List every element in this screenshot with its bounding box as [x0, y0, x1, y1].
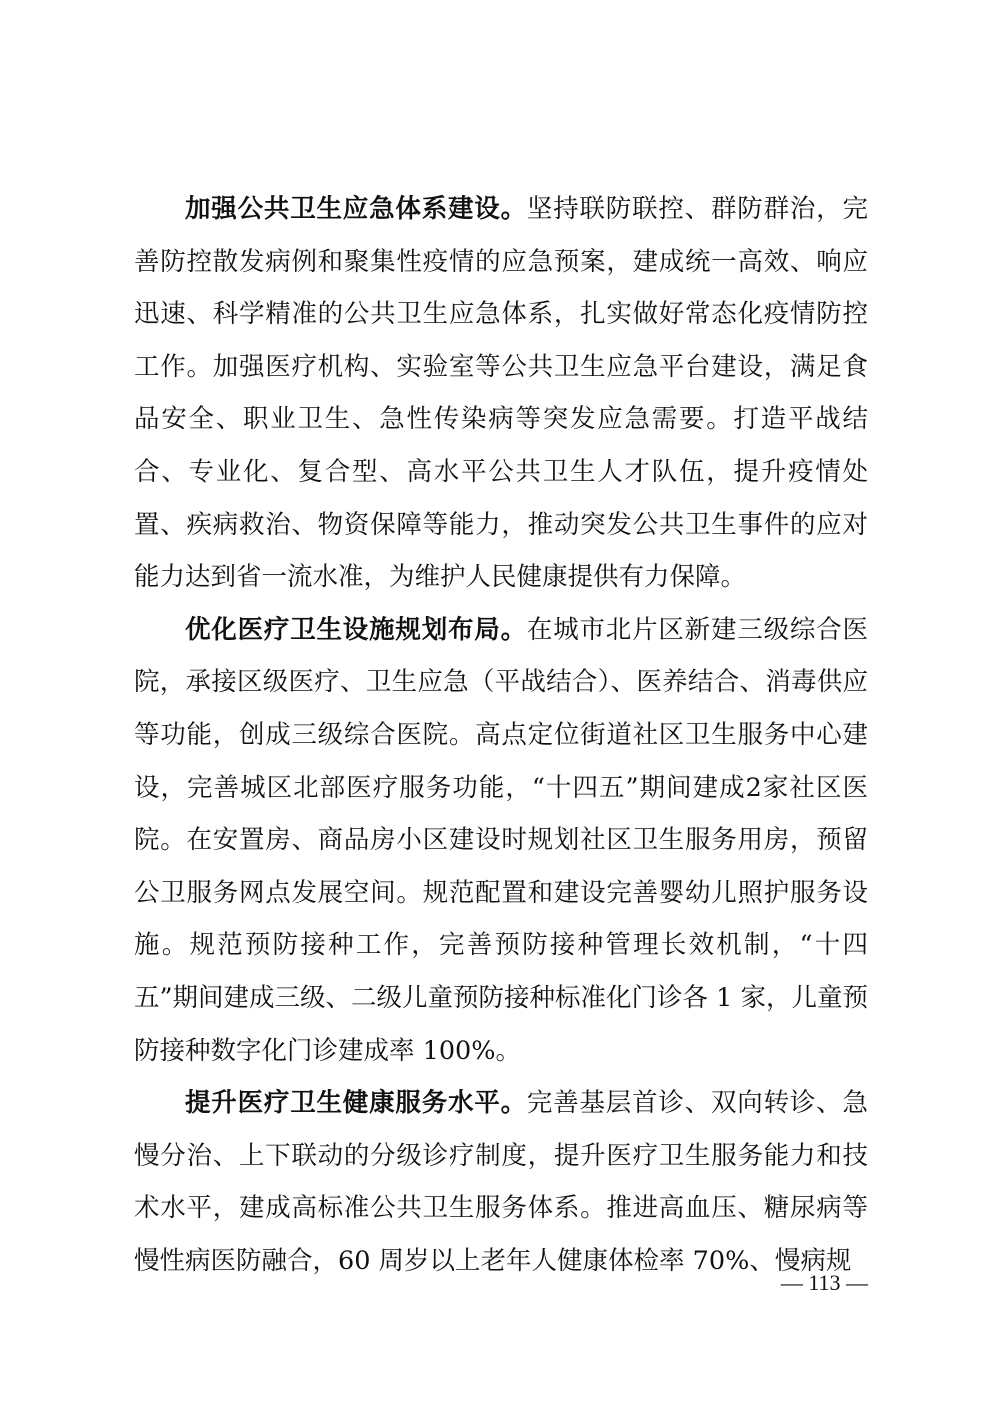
paragraph-body: 坚持联防联控、群防群治，完善防控散发病例和聚集性疫情的应急预案，建成统一高效、响应迅速、科学精准的公共卫生应急体系，扎实做好常态化疫情防控工作。加强医疗机构、实验室等公共卫生应急平台建设，满足食品安全、职业卫生、急性传染病等突发应急需要。打造平战结合、专业化、复合型、高水平公共卫生人才队伍，提升疫情处置、疾病救治、物资保障等能力，推动突发公共卫生事件的应对能力达到省一流水准，为维护人民健康提供有力保障。 [134, 194, 868, 593]
paragraph-heading: 提升医疗卫生健康服务水平。 [185, 1088, 527, 1119]
body-text [134, 183, 868, 1287]
paragraph-facility-layout [134, 604, 868, 1077]
paragraph-body: 在城市北片区新建三级综合医院，承接区级医疗、卫生应急（平战结合）、医养结合、消毒供应等功能，创成三级综合医院。高点定位街道社区卫生服务中心建设，完善城区北部医疗服务功能，“十四五”期间建成2家社区医院。在安置房、商品房小区建设时规划社区卫生服务用房，预留公卫服务网点发展空间。规范配置和建设完善婴幼儿照护服务设施。规范预防接种工作，完善预防接种管理长效机制，“十四五”期间建成三级、二级儿童预防接种标准化门诊各 1 家，儿童预防接种数字化门诊建成率 100%。 [134, 614, 868, 1066]
paragraph-emergency-system [134, 183, 868, 604]
paragraph-service-level [134, 1077, 868, 1287]
page-number: — 113 — [780, 1270, 868, 1295]
paragraph-heading: 优化医疗卫生设施规划布局。 [185, 614, 527, 645]
paragraph-body: 完善基层首诊、双向转诊、急慢分治、上下联动的分级诊疗制度，提升医疗卫生服务能力和技术水平，建成高标准公共卫生服务体系。推进高血压、糖尿病等慢性病医防融合，60 周岁以上老年人健康体检率 70%、慢病规 [134, 1088, 868, 1276]
paragraph-heading: 加强公共卫生应急体系建设。 [185, 194, 527, 224]
